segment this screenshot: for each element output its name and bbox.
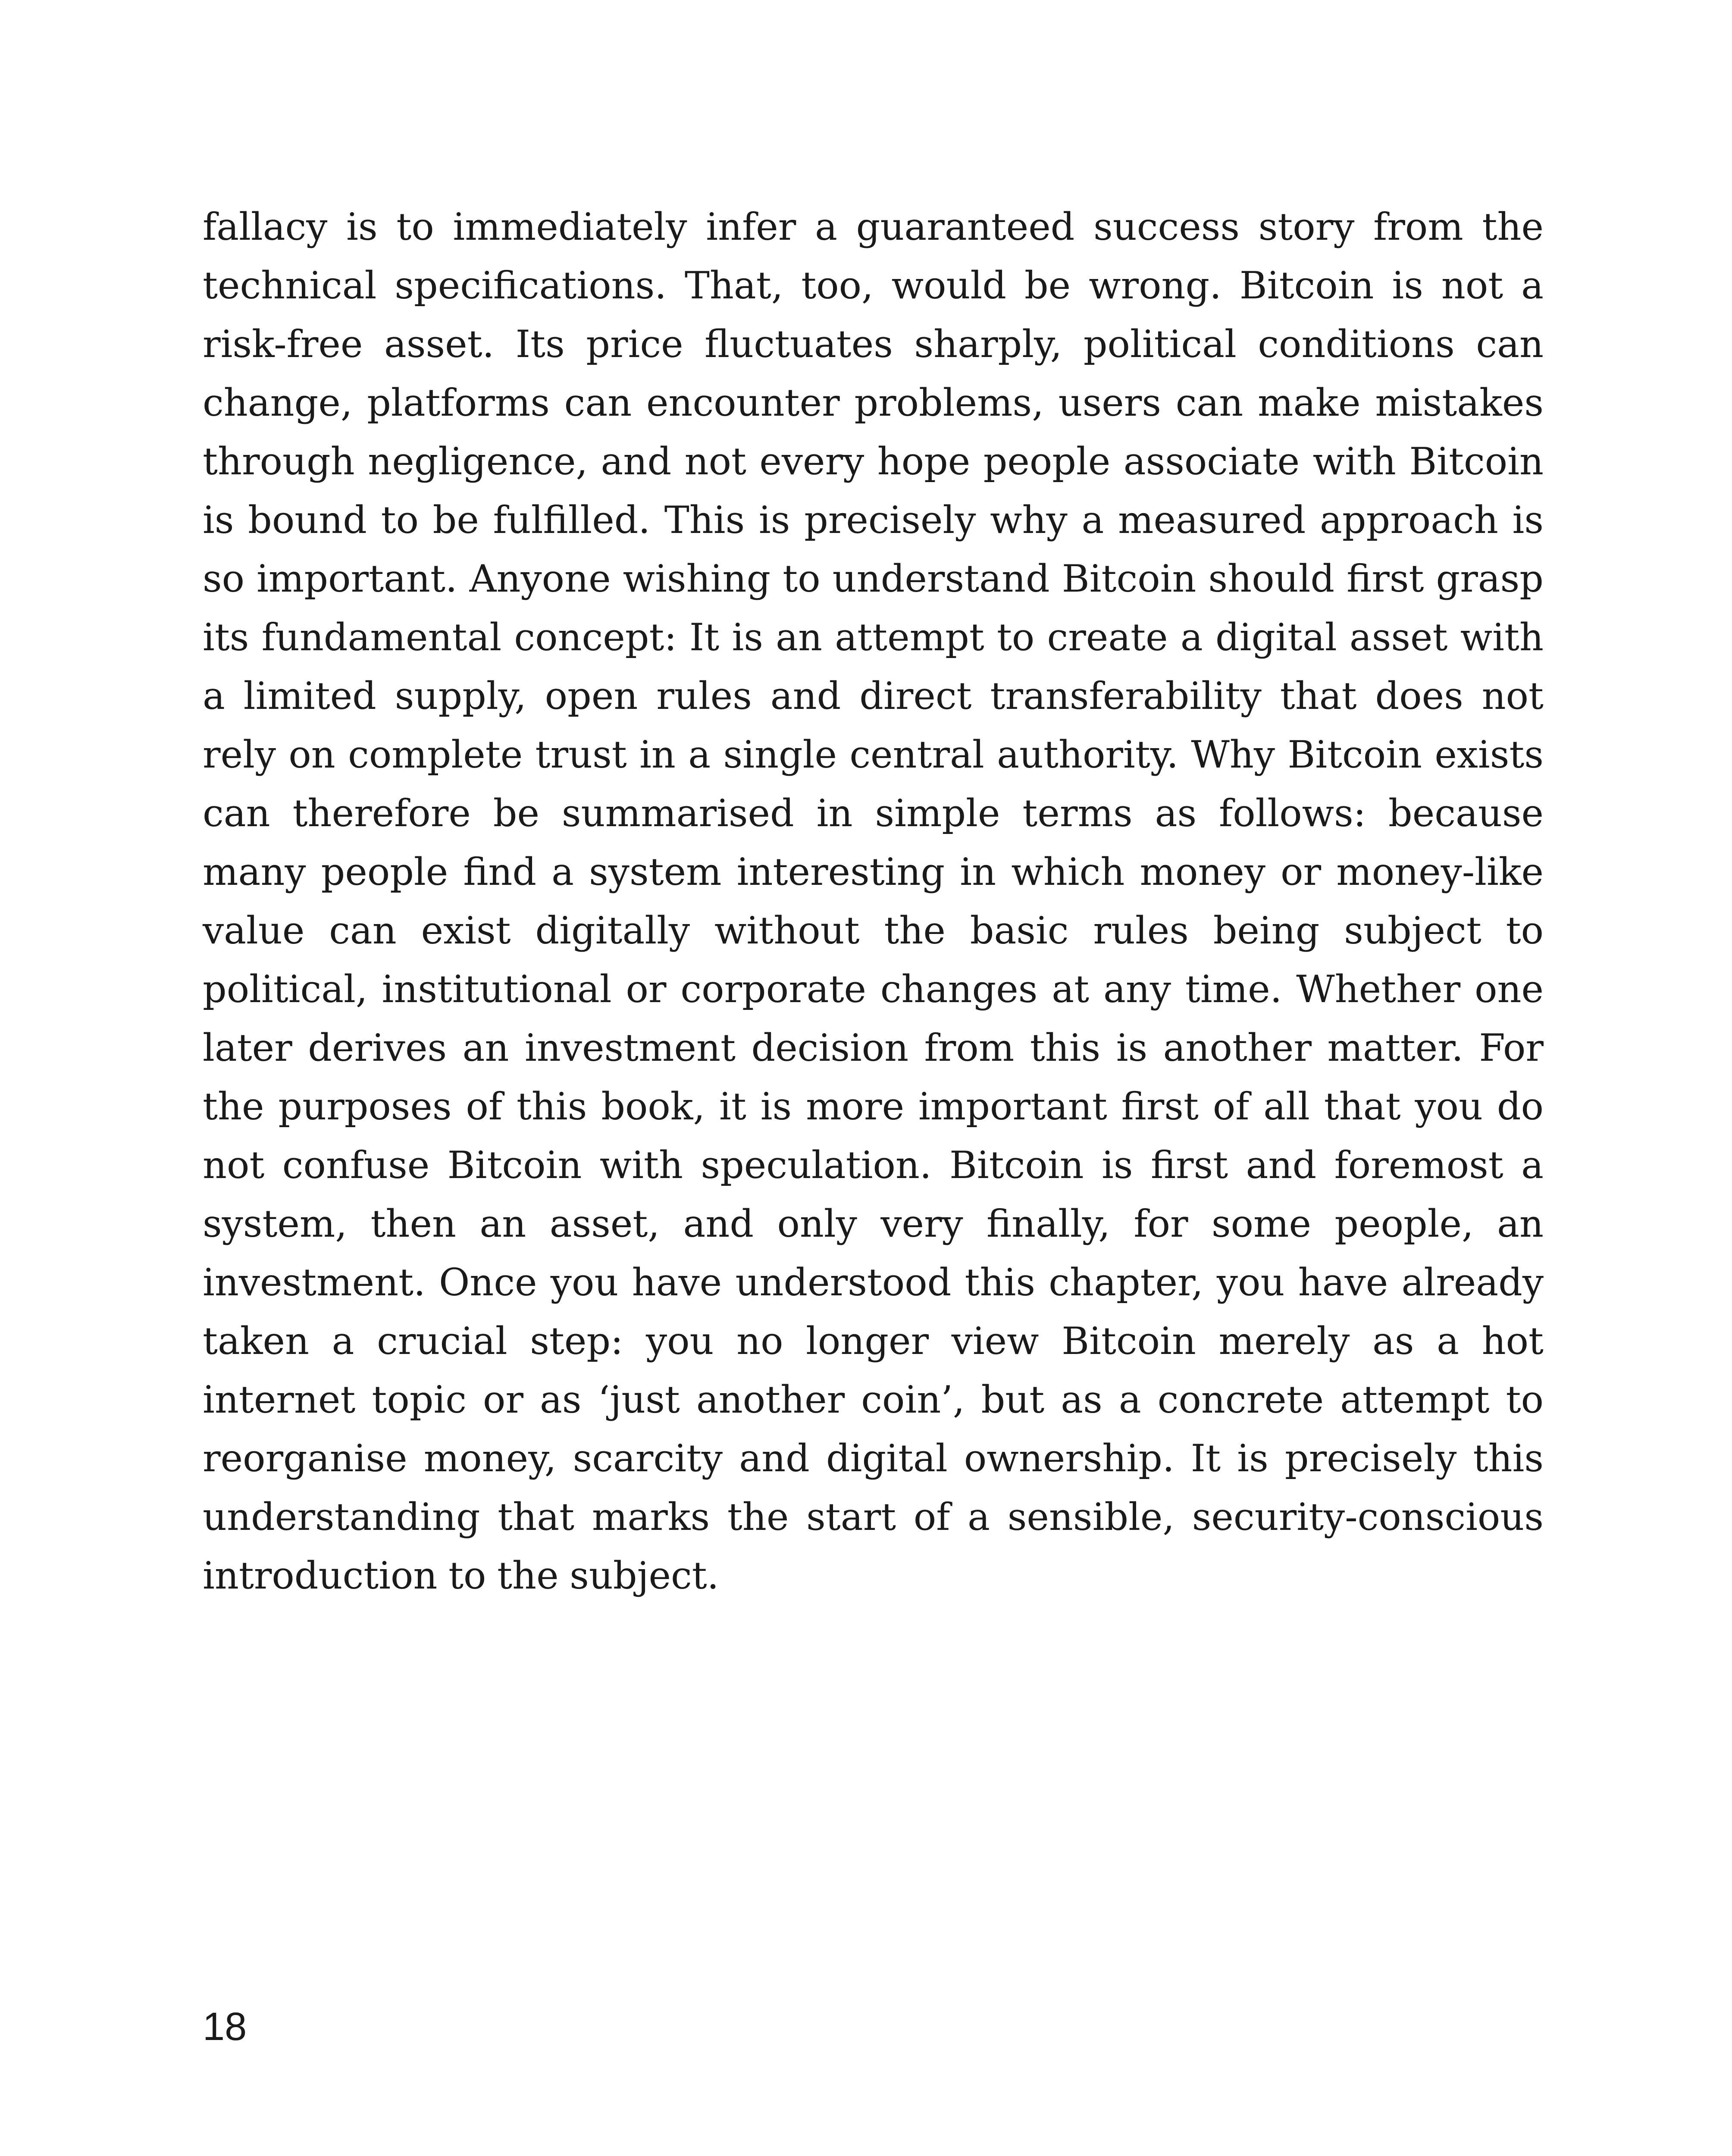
- body-paragraph: fallacy is to immediately infer a guaranteed success story from the technical specifications. That, too, would be wrong. Bitcoin is not a risk-free asset. Its price fluctuates sharply, political conditions can change, platforms can encounter problems, users can make mistakes through negligence, and not every hope people associate with Bitcoin is bound to be fulfilled. This is precisely why a measured approach is so important. Anyone wishing to understand Bitcoin should first grasp its fundamental concept: It is an attempt to create a digital asset with a limited supply, open rules and direct transferability that does not rely on complete trust in a single central authority. Why Bitcoin exists can therefore be summarised in simple terms as follows: because many people find a system interesting in which money or money-like value can exist digitally without the basic rules being subject to political, institutional or corporate changes at any time. Whether one later derives an investment decision from this is another matter. For the purposes of this book, it is more important first of all that you do not confuse Bitcoin with speculation. Bitcoin is first and foremost a system, then an asset, and only very finally, for some people, an investment. Once you have understood this chapter, you have already taken a crucial step: you no longer view Bitcoin merely as a hot internet topic or as ‘just another coin’, but as a concrete attempt to reorganise money, scarcity and digital ownership. It is precisely this understanding that marks the start of a sensible, security-conscious introduction to the subject.: [203, 205, 1544, 1598]
- page-number: 18: [203, 2005, 247, 2049]
